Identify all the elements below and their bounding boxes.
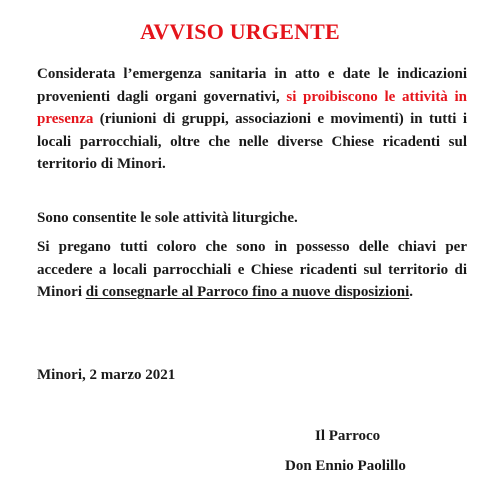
signature-name: Don Ennio Paolillo — [285, 458, 406, 474]
paragraph1-text-start: Considerata l’emergenza sanitaria in atto e date le indicazioni provenienti dagli organi governativi, — [37, 66, 467, 105]
notice-title: AVVISO URGENTE — [140, 19, 340, 44]
notice-date: Minori, 2 marzo 2021 — [37, 367, 176, 383]
notice-paragraph-liturgical: Sono consentite le sole attività liturgiche. — [37, 210, 298, 226]
keys-return-instruction: di consegnarle al Parroco fino a nuove disposizioni — [85, 284, 410, 300]
paragraph1-text-end: (riunioni di gruppi, associazioni e movimenti) in tutti i locali parrocchiali, oltre che nelle diverse Chiese ricadenti sul territorio di Minori. — [37, 111, 467, 172]
notice-paragraph-keys — [37, 236, 467, 304]
paragraph3-text-end: . — [409, 284, 413, 300]
paragraph3-text-start: Si pregano tutti coloro che sono in possesso delle chiavi per accedere a locali parrocchiali e Chiese ricadenti sul territorio di Minori — [37, 239, 467, 300]
signature-title: Il Parroco — [315, 428, 381, 444]
prohibition-highlight: si proibiscono le attività in presenza — [37, 88, 467, 127]
notice-paragraph-emergency — [37, 63, 467, 176]
